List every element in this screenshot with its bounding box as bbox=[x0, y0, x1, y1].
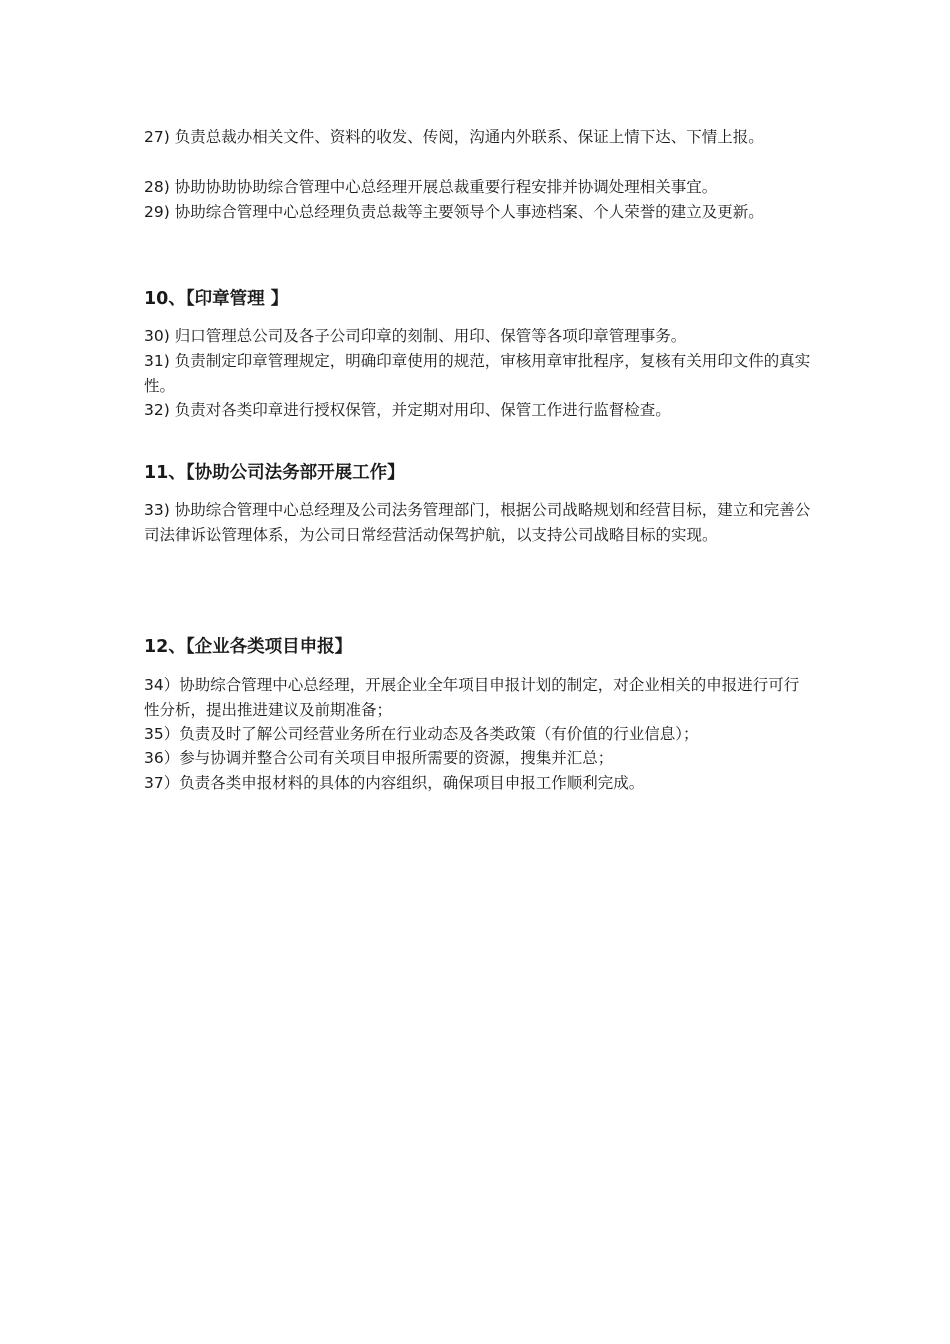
paragraph-item-37: 37）负责各类申报材料的具体的内容组织，确保项目申报工作顺利完成。 bbox=[144, 774, 645, 792]
section-heading-12: 12、【企业各类项目申报】 bbox=[144, 637, 353, 657]
paragraph-item-29: 29) 协助综合管理中心总经理负责总裁等主要领导个人事迹档案、个人荣誉的建立及更新。 bbox=[144, 203, 764, 221]
paragraph-item-28: 28) 协助协助协助综合管理中心总经理开展总裁重要行程安排并协调处理相关事宜。 bbox=[144, 178, 718, 196]
section-heading-11: 11、【协助公司法务部开展工作】 bbox=[144, 463, 405, 483]
paragraph-item-32: 32) 负责对各类印章进行授权保管，并定期对用印、保管工作进行监督检查。 bbox=[144, 401, 671, 419]
paragraph-item-31: 31) 负责制定印章管理规定，明确印章使用的规范，审核用章审批程序，复核有关用印文件的真实性。 bbox=[144, 352, 811, 395]
paragraph-item-35: 35）负责及时了解公司经营业务所在行业动态及各类政策（有价值的行业信息）； bbox=[144, 725, 699, 743]
paragraph-item-34: 34）协助综合管理中心总经理，开展企业全年项目申报计划的制定，对企业相关的申报进行可行性分析，提出推进建议及前期准备； bbox=[144, 676, 800, 719]
paragraph-item-36: 36）参与协调并整合公司有关项目申报所需要的资源，搜集并汇总； bbox=[144, 749, 614, 767]
paragraph-item-30: 30) 归口管理总公司及各子公司印章的刻制、用印、保管等各项印章管理事务。 bbox=[144, 327, 687, 345]
paragraph-item-27: 27) 负责总裁办相关文件、资料的收发、传阅，沟通内外联系、保证上情下达、下情上报。 bbox=[144, 128, 764, 146]
paragraph-item-33: 33) 协助综合管理中心总经理及公司法务管理部门，根据公司战略规划和经营目标，建立和完善公司法律诉讼管理体系，为公司日常经营活动保驾护航，以支持公司战略目标的实现。 bbox=[144, 501, 811, 544]
section-heading-10: 10、【印章管理 】 bbox=[144, 289, 289, 309]
